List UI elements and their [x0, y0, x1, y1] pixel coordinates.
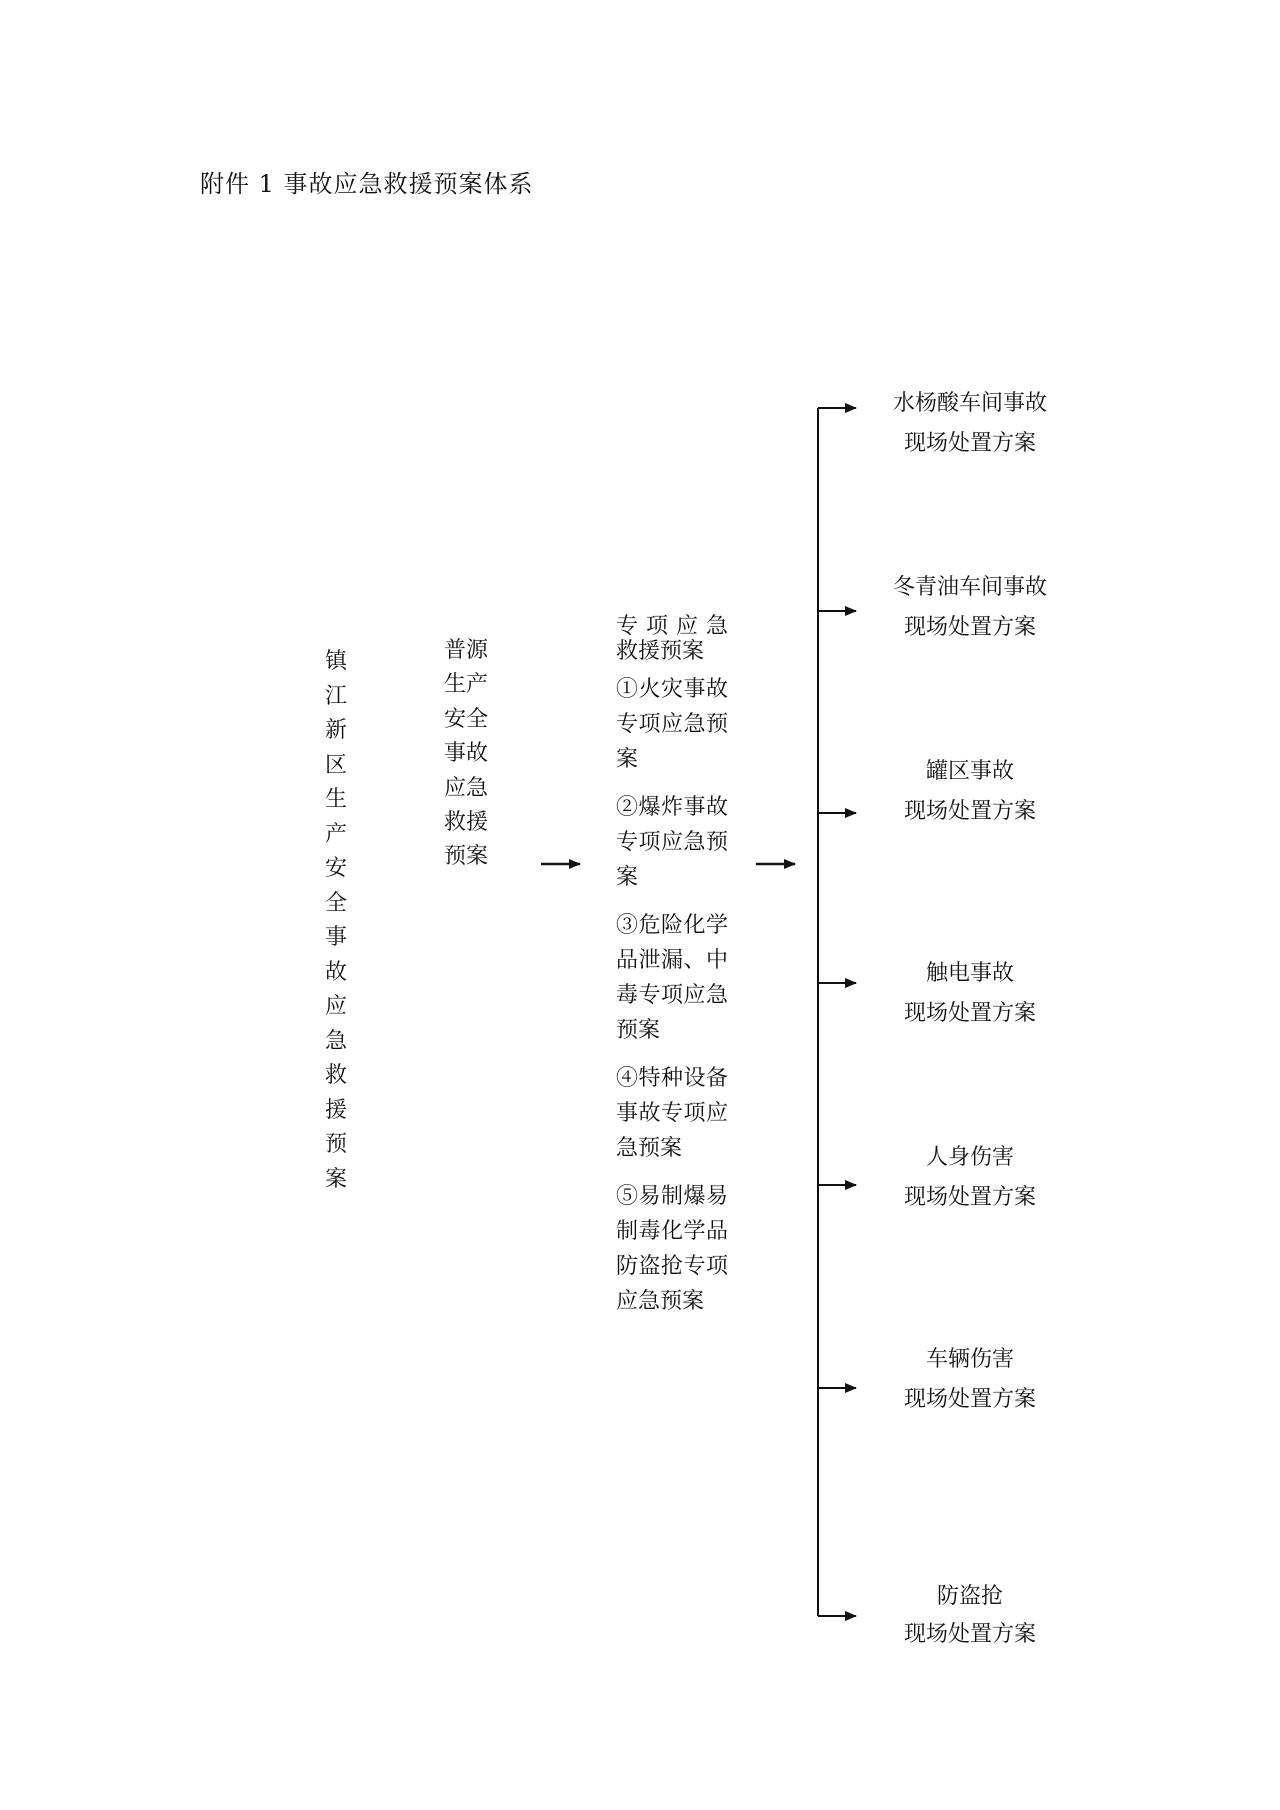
special-plan-number: ④ [616, 1066, 639, 1091]
onsite-plan-name: 罐区事故 [925, 759, 1014, 784]
special-plans-heading-line-1: 专项应急 [616, 614, 728, 639]
page-title: 附件 1 事故应急救援预案体系 [200, 170, 534, 198]
onsite-plan-suffix: 现场处置方案 [903, 1185, 1036, 1210]
onsite-plan-suffix: 现场处置方案 [903, 1622, 1036, 1647]
special-plan-number: ③ [616, 913, 639, 938]
special-plan-number: ① [616, 677, 639, 702]
special-plan-number: ⑤ [616, 1184, 639, 1209]
special-plan-number: ② [616, 795, 639, 820]
onsite-plan-suffix: 现场处置方案 [903, 615, 1036, 640]
onsite-plan-name: 水杨酸车间事故 [892, 391, 1047, 416]
company-plan: 普源 生产 安全 事故 应急 救援 预案 [443, 638, 488, 870]
onsite-plan-name: 人身伤害 [925, 1145, 1014, 1170]
special-plan-text: 特种设备事故专项应急预案 [616, 1066, 728, 1161]
onsite-plan-name: 触电事故 [925, 961, 1014, 986]
special-plan-text: 火灾事故专项应急预案 [616, 677, 728, 772]
onsite-plan-suffix: 现场处置方案 [903, 431, 1036, 456]
onsite-plan-suffix: 现场处置方案 [903, 1001, 1036, 1026]
top-level-plan: 镇 江 新 区 生 产 安 全 事 故 应 急 救 援 预 案 [324, 649, 347, 1192]
special-plan-text: 易制爆易制毒化学品防盗抢专项应急预案 [616, 1184, 728, 1314]
special-plan-text: 爆炸事故专项应急预案 [616, 795, 728, 890]
special-plans-heading-line-2: 救援预案 [616, 639, 705, 664]
onsite-plan-suffix: 现场处置方案 [903, 1387, 1036, 1412]
onsite-plan-name: 车辆伤害 [925, 1347, 1014, 1372]
onsite-plan-name: 防盗抢 [936, 1584, 1003, 1609]
onsite-plan-suffix: 现场处置方案 [903, 799, 1036, 824]
special-plan-text: 危险化学品泄漏、中毒专项应急预案 [616, 913, 728, 1043]
onsite-plan-name: 冬青油车间事故 [892, 575, 1047, 600]
